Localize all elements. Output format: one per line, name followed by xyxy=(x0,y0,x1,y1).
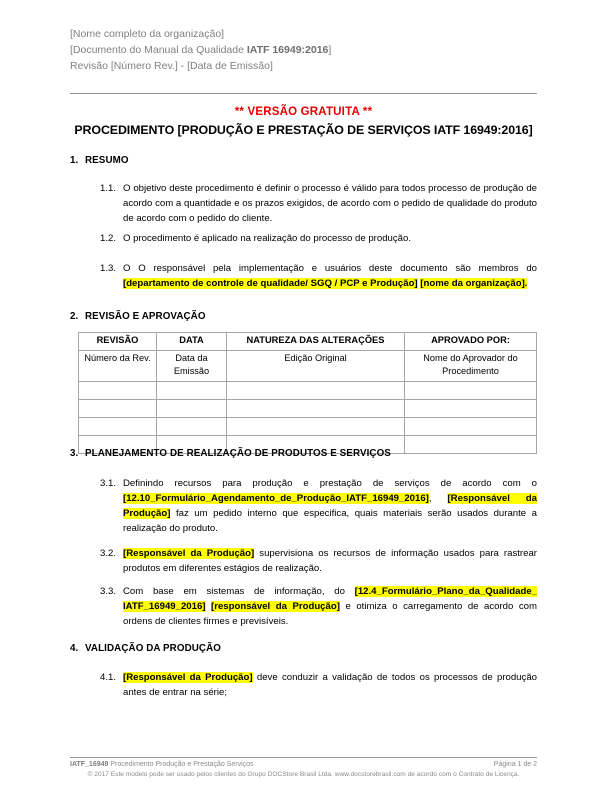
item-3-3-text xyxy=(123,584,537,629)
table-row xyxy=(79,382,537,400)
section-3-number: 3. xyxy=(70,448,79,459)
table-cell-aprovado xyxy=(405,418,537,436)
item-1-2-text: O procedimento é aplicado na realização do processo de produção. xyxy=(123,233,411,244)
item-3-1-text-c: faz um pedido interno que especifica, quais materiais serão usados durante a realização do produto. xyxy=(123,508,537,534)
table-cell-data xyxy=(157,418,227,436)
list-item-4-1 xyxy=(100,670,537,700)
table-row xyxy=(79,351,537,382)
section-3-label: PLANEJAMENTO DE REALIZAÇÃO DE PRODUTOS E SERVIÇOS xyxy=(85,448,391,459)
highlight-formulario-agendamento-producao: [12.10_Formulário_Agendamento_de_Produção_IATF_16949_2016] xyxy=(123,493,429,504)
item-1-3-text-a: O O responsável pela implementação e usuários deste documento são membros do xyxy=(123,263,537,274)
table-cell-natureza: Edição Original xyxy=(227,351,405,382)
header-manual-suffix: ] xyxy=(328,44,332,56)
footer-document-ref xyxy=(70,760,254,770)
document-footer xyxy=(70,760,537,780)
header-line-manual xyxy=(70,42,537,58)
item-3-1-number: 3.1. xyxy=(100,478,117,489)
section-2-number: 2. xyxy=(70,311,79,322)
item-3-2-text-a: supervisiona os recursos de informação usados para rastrear produtos em diferentes estágios de realização. xyxy=(123,548,537,574)
section-4-label: VALIDAÇÃO DA PRODUÇÃO xyxy=(85,643,221,654)
item-1-1-number: 1.1. xyxy=(100,183,117,194)
highlight-departamento-controle-qualidade: [departamento de controle de qualidade/ SGQ / PCP e Produção] xyxy=(123,278,418,289)
item-1-3-text xyxy=(123,261,537,291)
footer-copyright: © 2017 Este modelo pode ser usado pelos clientes do Grupo DOCStore Brasil Ltda. www.docstorebrasil.com de acordo com o Contrato de Licença. xyxy=(87,771,520,778)
table-header-aprovado: APROVADO POR: xyxy=(405,333,537,351)
item-1-1-text: O objetivo deste procedimento é definir o processo é válido para todos processo de produção de acordo com a quantidade e os prazos exigidos, de acordo com o pedido de qualidade do produto de acordo com o pedido do cliente. xyxy=(123,183,537,224)
highlight-formulario-plano-da-qualidade: [12.4_Formulário_Plano_da_Qualidade_ IATF_16949_2016] xyxy=(123,586,537,612)
footer-divider xyxy=(70,757,537,758)
table-cell-data xyxy=(157,400,227,418)
list-item-3-3 xyxy=(100,584,537,629)
item-1-3-number: 1.3. xyxy=(100,263,117,274)
table-cell-aprovado xyxy=(405,400,537,418)
item-3-1-text-b: , xyxy=(428,493,448,504)
item-4-1-text-a: deve conduzir a validação de todos os processos de produção antes de entrar na série; xyxy=(123,672,537,698)
table-cell-natureza xyxy=(227,382,405,400)
list-item-1-2 xyxy=(100,231,537,246)
header-manual-prefix: [Documento do Manual da Qualidade xyxy=(70,44,247,56)
header-divider xyxy=(70,93,537,94)
section-heading-revisao-aprovacao xyxy=(70,311,537,322)
footer-page-number: Página 1 de 2 xyxy=(493,761,537,768)
table-cell-data xyxy=(157,382,227,400)
table-cell-revisao xyxy=(79,418,157,436)
table-cell-revisao xyxy=(79,382,157,400)
document-header xyxy=(70,26,537,74)
table-cell-aprovado xyxy=(405,382,537,400)
item-3-3-number: 3.3. xyxy=(100,586,117,597)
table-row xyxy=(79,418,537,436)
table-cell-revisao xyxy=(79,400,157,418)
table-row xyxy=(79,400,537,418)
table-cell-aprovado: Nome do Aprovador do Procedimento xyxy=(405,351,537,382)
page-title: PROCEDIMENTO [PRODUÇÃO E PRESTAÇÃO DE SERVIÇOS IATF 16949:2016] xyxy=(74,123,533,137)
section-heading-validacao xyxy=(70,643,537,654)
item-4-1-number: 4.1. xyxy=(100,672,117,683)
section-2-label: REVISÃO E APROVAÇÃO xyxy=(85,311,206,322)
item-3-2-number: 3.2. xyxy=(100,548,117,559)
footer-doc-name: Procedimento Produção e Prestação Serviços xyxy=(108,761,254,768)
table-cell-natureza xyxy=(227,400,405,418)
section-heading-planejamento xyxy=(70,448,537,459)
item-3-2-text xyxy=(123,546,537,576)
section-heading-resumo xyxy=(70,155,537,166)
highlight-responsavel-da-producao: [Responsável da Produção] xyxy=(123,548,255,559)
table-header-data: DATA xyxy=(157,333,227,351)
list-item-1-3 xyxy=(100,261,537,291)
item-3-1-text xyxy=(123,476,537,536)
table-header-natureza: NATUREZA DAS ALTERAÇÕES xyxy=(227,333,405,351)
footer-doc-code: IATF_16949 xyxy=(70,761,109,768)
highlight-responsavel-da-producao: [Responsável da Produção] xyxy=(123,493,537,519)
table-cell-natureza xyxy=(227,418,405,436)
table-header-revisao: REVISÃO xyxy=(79,333,157,351)
item-1-2-number: 1.2. xyxy=(100,233,117,244)
list-item-3-1 xyxy=(100,476,537,536)
section-1-label: RESUMO xyxy=(85,155,129,166)
revision-approval-table xyxy=(78,332,537,454)
highlight-responsavel-da-producao: [Responsável da Produção] xyxy=(123,672,253,683)
item-3-3-text-a: Com base em sistemas de informação, do xyxy=(123,586,355,597)
item-3-3-text-c: e otimiza o carregamento de acordo com ordens de clientes firmes e previsíveis. xyxy=(123,601,537,627)
table-header-row xyxy=(79,333,537,351)
header-line-revision: Revisão [Número Rev.] - [Data de Emissão] xyxy=(70,60,273,72)
highlight-responsavel-da-producao: [responsável da Produção] xyxy=(211,601,340,612)
table-cell-data: Data da Emissão xyxy=(157,351,227,382)
highlight-nome-da-organizacao: [nome da organização]. xyxy=(420,278,528,289)
list-item-1-1 xyxy=(100,181,537,226)
table-cell-revisao: Número da Rev. xyxy=(79,351,157,382)
item-3-1-text-a: Definindo recursos para produção e prestação de serviços de acordo com o xyxy=(123,478,537,489)
section-4-number: 4. xyxy=(70,643,79,654)
footer-top-line xyxy=(70,760,537,770)
header-line-organization: [Nome completo da organização] xyxy=(70,28,225,40)
list-item-3-2 xyxy=(100,546,537,576)
free-version-banner: ** VERSÃO GRATUITA ** xyxy=(234,106,373,118)
section-1-number: 1. xyxy=(70,155,79,166)
item-4-1-text xyxy=(123,670,537,700)
header-manual-standard: IATF 16949:2016 xyxy=(246,44,329,56)
